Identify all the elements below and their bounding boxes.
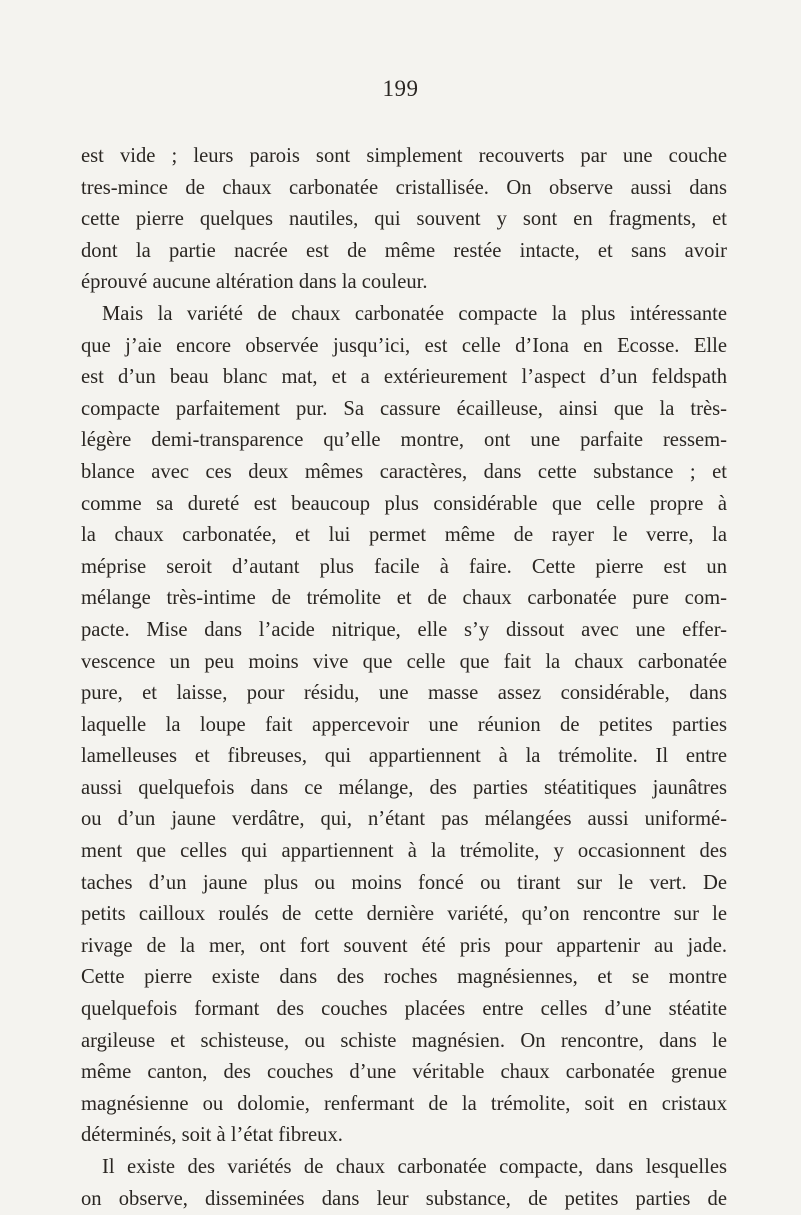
text-line: mélange très-intime de trémolite et de chaux carbonatée pure com- bbox=[81, 587, 727, 610]
text-line: rivage de la mer, ont fort souvent été pris pour appartenir au jade. bbox=[81, 934, 727, 957]
body-text bbox=[81, 141, 727, 1215]
text-line: même canton, des couches d’une véritable chaux carbonatée grenue bbox=[81, 1061, 727, 1084]
text-line: Cette pierre existe dans des roches magnésiennes, et se montre bbox=[81, 966, 727, 989]
text-line: la chaux carbonatée, et lui permet même de rayer le verre, la bbox=[81, 524, 727, 547]
text-line: pacte. Mise dans l’acide nitrique, elle s’y dissout avec une effer- bbox=[81, 618, 727, 641]
text-line: lamelleuses et fibreuses, qui appartiennent à la trémolite. Il entre bbox=[81, 745, 727, 768]
text-line: méprise seroit d’autant plus facile à faire. Cette pierre est un bbox=[81, 555, 727, 578]
text-line: que j’aie encore observée jusqu’ici, est celle d’Iona en Ecosse. Elle bbox=[81, 334, 727, 357]
text-line: déterminés, soit à l’état fibreux. bbox=[81, 1124, 343, 1147]
text-line: aussi quelquefois dans ce mélange, des parties stéatitiques jaunâtres bbox=[81, 776, 727, 799]
text-line: argileuse et schisteuse, ou schiste magnésien. On rencontre, dans le bbox=[81, 1029, 727, 1052]
text-line: tres-mince de chaux carbonatée cristallisée. On observe aussi dans bbox=[81, 176, 727, 199]
text-line: comme sa dureté est beaucoup plus considérable que celle propre à bbox=[81, 492, 727, 515]
text-line: quelquefois formant des couches placées entre celles d’une stéatite bbox=[81, 998, 727, 1021]
text-line: vescence un peu moins vive que celle que fait la chaux carbonatée bbox=[81, 650, 727, 673]
text-line: on observe, disseminées dans leur substance, de petites parties de bbox=[81, 1187, 727, 1210]
text-line: est d’un beau blanc mat, et a extérieurement l’aspect d’un feldspath bbox=[81, 366, 727, 389]
text-line: pure, et laisse, pour résidu, une masse assez considérable, dans bbox=[81, 682, 727, 705]
text-line: petits cailloux roulés de cette dernière variété, qu’on rencontre sur le bbox=[81, 903, 727, 926]
text-line: compacte parfaitement pur. Sa cassure écailleuse, ainsi que la très- bbox=[81, 397, 727, 420]
paragraph-start-line: Il existe des variétés de chaux carbonatée compacte, dans lesquelles bbox=[102, 1156, 727, 1178]
text-line: cette pierre quelques nautiles, qui souvent y sont en fragments, et bbox=[81, 208, 727, 231]
paragraph-start-line: Mais la variété de chaux carbonatée compacte la plus intéressante bbox=[102, 302, 727, 325]
text-line: éprouvé aucune altération dans la couleur. bbox=[81, 271, 428, 294]
text-line: magnésienne ou dolomie, renfermant de la trémolite, soit en cristaux bbox=[81, 1092, 727, 1115]
text-line: blance avec ces deux mêmes caractères, dans cette substance ; et bbox=[81, 460, 727, 483]
text-line: taches d’un jaune plus ou moins foncé ou tirant sur le vert. De bbox=[81, 871, 727, 894]
page-number: 199 bbox=[382, 76, 419, 101]
text-line: ment que celles qui appartiennent à la trémolite, y occasionnent des bbox=[81, 840, 727, 863]
text-line: légère demi-transparence qu’elle montre, ont une parfaite ressem- bbox=[81, 429, 727, 452]
text-line: est vide ; leurs parois sont simplement recouverts par une couche bbox=[81, 145, 727, 167]
text-line: laquelle la loupe fait appercevoir une réunion de petites parties bbox=[81, 713, 727, 736]
text-line: dont la partie nacrée est de même restée intacte, et sans avoir bbox=[81, 239, 727, 262]
text-line: ou d’un jaune verdâtre, qui, n’étant pas mélangées aussi uniformé- bbox=[81, 808, 727, 831]
